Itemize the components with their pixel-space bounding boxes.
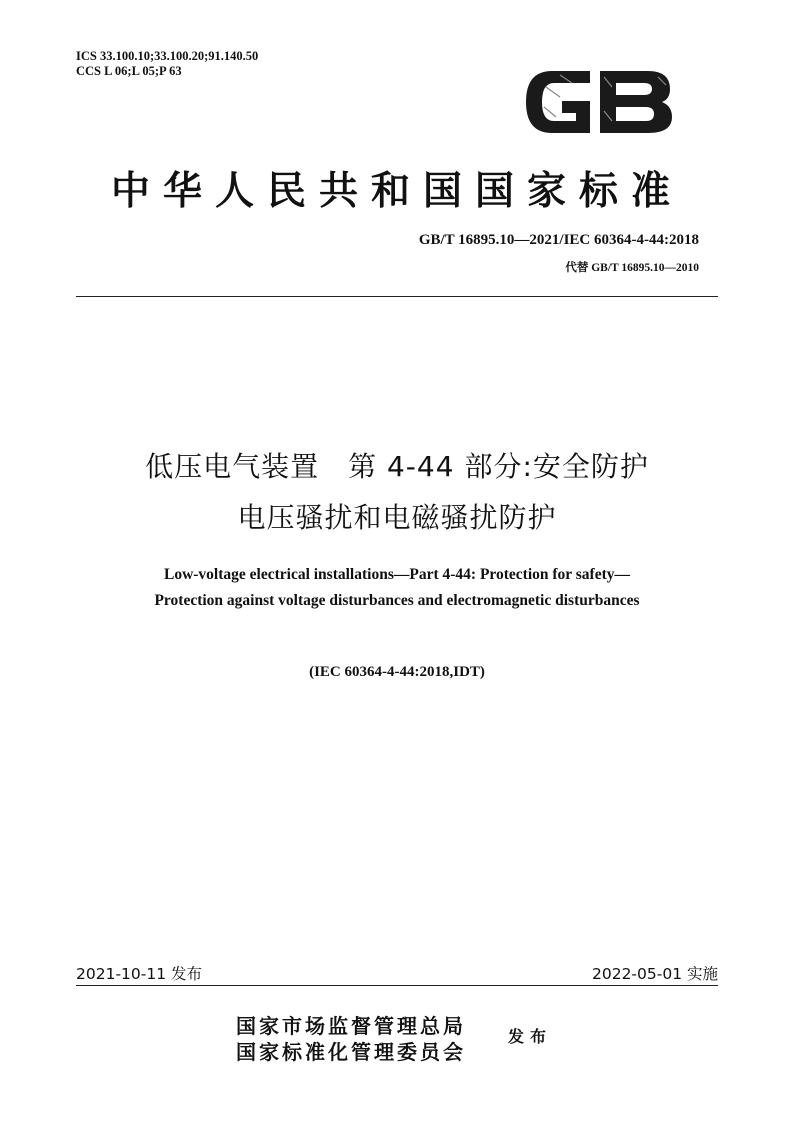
title-en-line1: Low-voltage electrical installations—Part 4-44: Protection for safety— <box>163 566 631 583</box>
country-standard-title: 中华人民共和国国家标准 <box>110 168 683 214</box>
title-cn-line2: 电压骚扰和电磁骚扰防护 <box>237 501 557 534</box>
publish-label: 发布 <box>508 1027 553 1046</box>
classification-codes <box>76 49 258 79</box>
implement-date: 2022-05-01 实施 <box>591 965 718 983</box>
title-en-line2: Protection against voltage disturbances and electromagnetic disturbances <box>154 592 640 609</box>
title-cn-line1: 低压电气装置 第 4-44 部分:安全防护 <box>145 450 649 483</box>
issuer-line1: 国家市场监督管理总局 <box>236 1014 466 1038</box>
issue-date: 2021-10-11 发布 <box>76 965 203 983</box>
ics-code: ICS 33.100.10;33.100.20;91.140.50 <box>76 49 259 63</box>
adoption-note: (IEC 60364-4-44:2018,IDT) <box>309 664 485 680</box>
ccs-code: CCS L 06;L 05;P 63 <box>76 64 182 78</box>
standard-number: GB/T 16895.10—2021/IEC 60364-4-44:2018 <box>418 232 699 248</box>
gb-logo-text: GB <box>520 63 522 64</box>
replaces-standard: 代替 GB/T 16895.10—2010 <box>565 262 699 274</box>
gb-logo <box>520 63 676 141</box>
issuer-line2: 国家标准化管理委员会 <box>236 1040 466 1064</box>
bottom-divider <box>76 985 718 986</box>
top-divider <box>76 296 718 297</box>
